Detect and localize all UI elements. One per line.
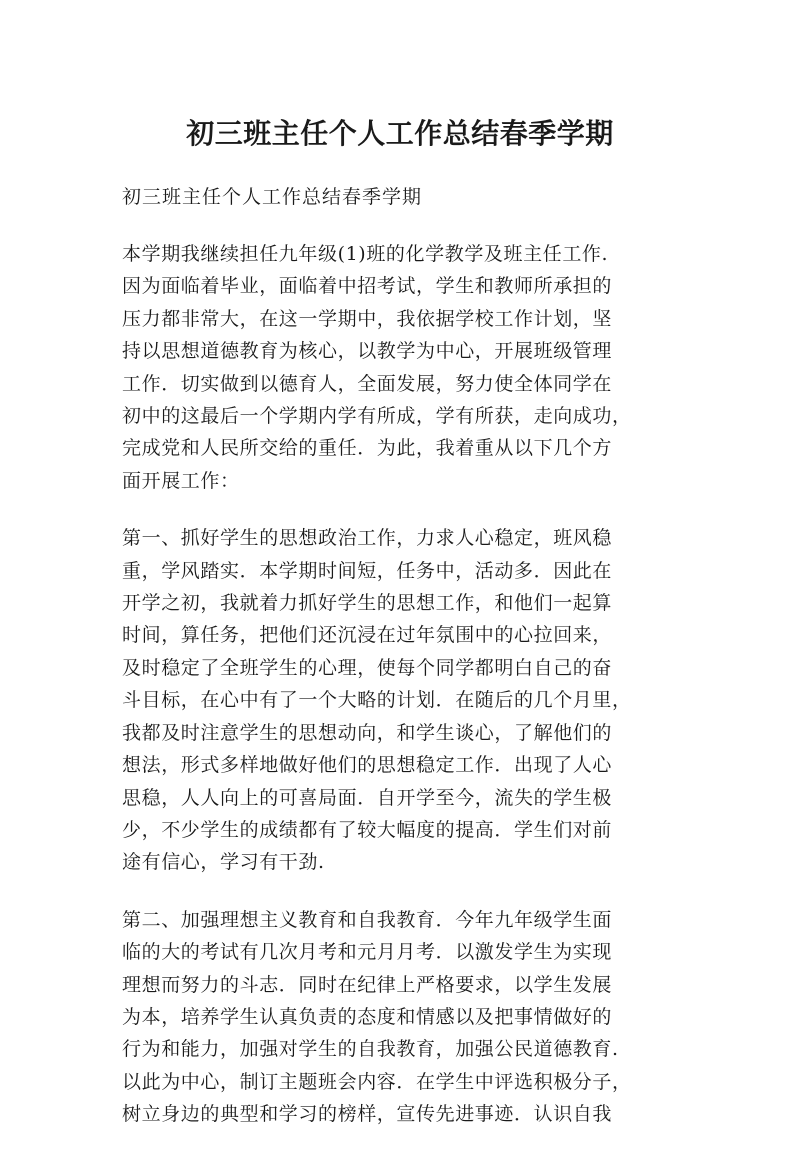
paragraph-line: 本学期我继续担任九年级(1)班的化学教学及班主任工作. [122,243,609,265]
paragraph-section-two [122,904,682,1131]
paragraph-line: 思稳，人人向上的可喜局面．自开学至今，流失的学生极 [122,786,613,809]
paragraph-line: 因为面临着毕业，面临着中招考试，学生和教师所承担的 [122,275,613,298]
paragraph-line: 途有信心，学习有干劲. [122,851,325,874]
paragraph-line: 我都及时注意学生的思想动向，和学生谈心，了解他们的 [122,721,613,744]
paragraph-line: 面开展工作： [122,469,240,492]
paragraph-line: 理想而努力的斗志．同时在纪律上严格要求，以学生发展 [122,973,613,996]
paragraph-intro [122,238,682,497]
paragraph-line: 想法，形式多样地做好他们的思想稳定工作．出现了人心 [122,754,613,777]
paragraph-line: 临的大的考试有几次月考和元月月考．以激发学生为实现 [122,941,613,964]
document-title: 初三班主任个人工作总结春季学期 [186,117,614,150]
paragraph-line: 时间，算任务，把他们还沉浸在过年氛围中的心拉回来， [122,624,613,647]
document-subtitle: 初三班主任个人工作总结春季学期 [122,186,423,208]
paragraph-section-one [122,522,682,878]
paragraph-line: 少，不少学生的成绩都有了较大幅度的提高．学生们对前 [122,818,613,841]
paragraph-line: 以此为中心，制订主题班会内容．在学生中评选积极分子， [122,1070,632,1093]
paragraph-line: 压力都非常大，在这一学期中，我依据学校工作计划，坚 [122,307,613,330]
paragraph-line: 第一、抓好学生的思想政治工作，力求人心稳定，班风稳 [122,527,613,550]
paragraph-line: 树立身边的典型和学习的榜样，宣传先进事迹．认识自我 [122,1103,613,1126]
paragraph-line: 行为和能力，加强对学生的自我教育，加强公民道德教育. [122,1038,619,1061]
paragraph-line: 第二、加强理想主义教育和自我教育．今年九年级学生面 [122,908,613,931]
paragraph-line: 重，学风踏实．本学期时间短，任务中，活动多．因此在 [122,559,613,582]
paragraph-line: 斗目标，在心中有了一个大略的计划．在随后的几个月里， [122,689,632,712]
paragraph-line: 为本，培养学生认真负责的态度和情感以及把事情做好的 [122,1005,613,1028]
paragraph-line: 持以思想道德教育为核心，以教学为中心，开展班级管理 [122,340,613,363]
paragraph-line: 及时稳定了全班学生的心理，使每个同学都明白自己的奋 [122,656,613,679]
paragraph-line: 开学之初，我就着力抓好学生的思想工作，和他们一起算 [122,592,613,615]
document-body [122,181,682,1156]
paragraph-line: 完成党和人民所交给的重任．为此，我着重从以下几个方 [122,437,613,460]
paragraph-line: 工作．切实做到以德育人，全面发展，努力使全体同学在 [122,372,613,395]
paragraph-line: 初中的这最后一个学期内学有所成，学有所获，走向成功， [122,405,632,428]
